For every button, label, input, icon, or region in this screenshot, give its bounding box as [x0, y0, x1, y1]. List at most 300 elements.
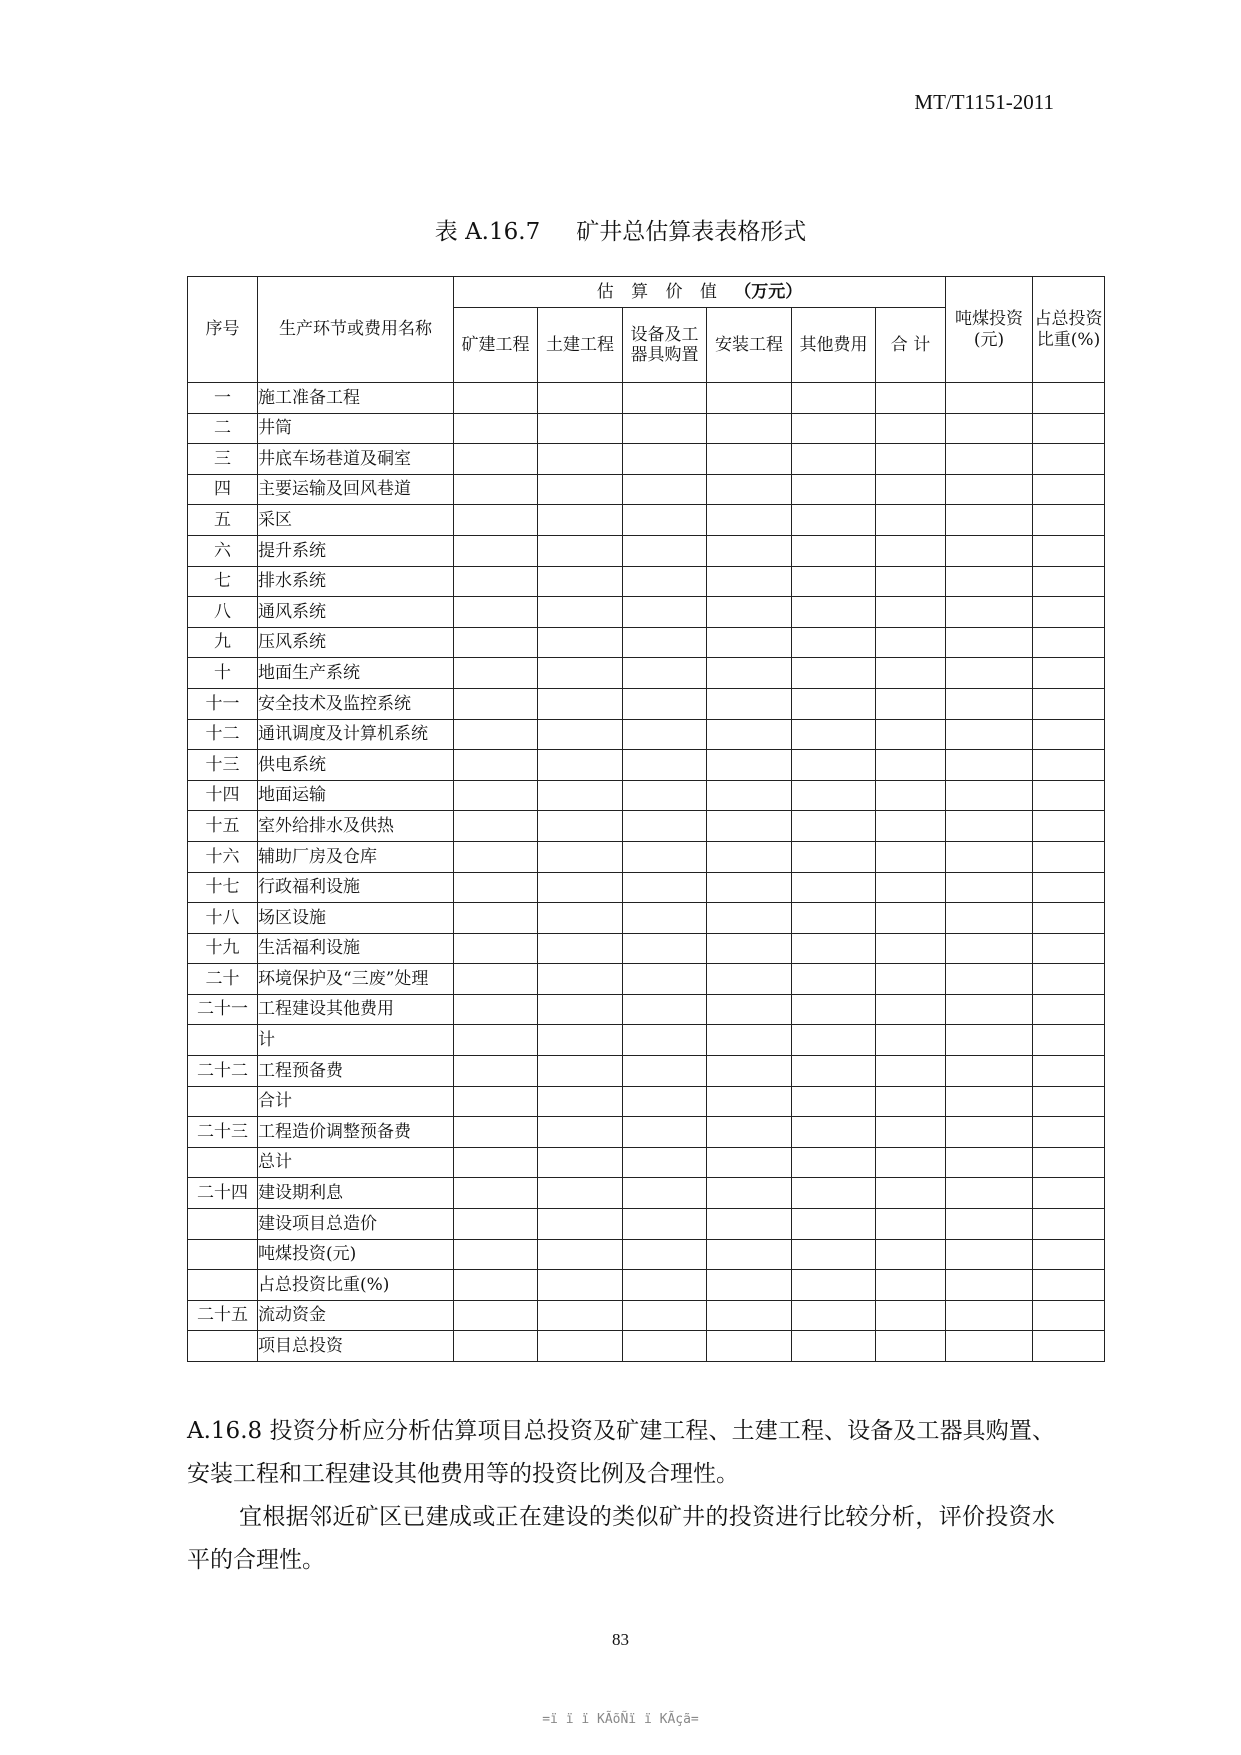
value-cell: [946, 1300, 1033, 1331]
row-seq: 一: [188, 383, 258, 414]
row-seq: [188, 1086, 258, 1117]
col-header-group: [454, 277, 946, 308]
table-row: [188, 383, 1105, 414]
value-cell: [707, 1025, 792, 1056]
table-row: [188, 903, 1105, 934]
value-cell: [707, 1147, 792, 1178]
value-cell: [1033, 1270, 1105, 1301]
value-cell: [876, 1270, 946, 1301]
value-cell: [876, 535, 946, 566]
value-cell: [538, 780, 623, 811]
value-cell: [1033, 1178, 1105, 1209]
row-name: 室外给排水及供热: [258, 811, 454, 842]
value-cell: [454, 1147, 538, 1178]
page-number: 83: [612, 1630, 629, 1649]
table-row: [188, 474, 1105, 505]
value-cell: [792, 1147, 876, 1178]
table-row: [188, 1331, 1105, 1362]
value-cell: [946, 750, 1033, 781]
row-seq: 三: [188, 444, 258, 475]
group-label: 估 算 价 值: [596, 281, 723, 302]
value-cell: [792, 597, 876, 628]
value-cell: [623, 1086, 707, 1117]
row-name: 井筒: [258, 413, 454, 444]
value-cell: [792, 1270, 876, 1301]
value-cell: [946, 1239, 1033, 1270]
value-cell: [1033, 505, 1105, 536]
value-cell: [707, 535, 792, 566]
value-cell: [707, 841, 792, 872]
value-cell: [876, 1025, 946, 1056]
value-cell: [946, 964, 1033, 995]
value-cell: [876, 1056, 946, 1087]
value-cell: [1033, 719, 1105, 750]
row-name: 建设期利息: [258, 1178, 454, 1209]
value-cell: [792, 1239, 876, 1270]
value-cell: [623, 1300, 707, 1331]
value-cell: [792, 903, 876, 934]
value-cell: [538, 719, 623, 750]
value-cell: [454, 1331, 538, 1362]
row-seq: 十八: [188, 903, 258, 934]
value-cell: [454, 841, 538, 872]
table-row: [188, 444, 1105, 475]
table-row: [188, 658, 1105, 689]
table-row: [188, 872, 1105, 903]
value-cell: [538, 1300, 623, 1331]
value-cell: [707, 903, 792, 934]
value-cell: [707, 413, 792, 444]
value-cell: [538, 1331, 623, 1362]
value-cell: [454, 383, 538, 414]
value-cell: [454, 1178, 538, 1209]
value-cell: [454, 1209, 538, 1240]
row-name: 行政福利设施: [258, 872, 454, 903]
value-cell: [792, 627, 876, 658]
value-cell: [1033, 1056, 1105, 1087]
row-name: 工程建设其他费用: [258, 994, 454, 1025]
col-header-total: 合 计: [876, 308, 946, 383]
row-seq: 二十四: [188, 1178, 258, 1209]
value-cell: [623, 627, 707, 658]
row-seq: 十五: [188, 811, 258, 842]
row-name: 通讯调度及计算机系统: [258, 719, 454, 750]
value-cell: [538, 597, 623, 628]
value-cell: [946, 1086, 1033, 1117]
value-cell: [538, 658, 623, 689]
table-row: [188, 780, 1105, 811]
value-cell: [946, 627, 1033, 658]
value-cell: [876, 1117, 946, 1148]
table-row: [188, 1086, 1105, 1117]
row-seq: [188, 1239, 258, 1270]
value-cell: [1033, 627, 1105, 658]
value-cell: [454, 811, 538, 842]
value-cell: [623, 933, 707, 964]
row-name: 合计: [258, 1086, 454, 1117]
row-name: 压风系统: [258, 627, 454, 658]
row-seq: [188, 1331, 258, 1362]
value-cell: [876, 597, 946, 628]
value-cell: [707, 994, 792, 1025]
value-cell: [946, 1270, 1033, 1301]
value-cell: [623, 1331, 707, 1362]
value-cell: [1033, 1209, 1105, 1240]
value-cell: [792, 383, 876, 414]
value-cell: [946, 872, 1033, 903]
value-cell: [538, 444, 623, 475]
value-cell: [538, 1086, 623, 1117]
value-cell: [946, 780, 1033, 811]
value-cell: [454, 1025, 538, 1056]
value-cell: [876, 444, 946, 475]
table-row: [188, 566, 1105, 597]
value-cell: [707, 811, 792, 842]
table-row: [188, 1178, 1105, 1209]
value-cell: [454, 688, 538, 719]
row-name: 流动资金: [258, 1300, 454, 1331]
value-cell: [707, 444, 792, 475]
value-cell: [1033, 1239, 1105, 1270]
value-cell: [946, 658, 1033, 689]
value-cell: [538, 933, 623, 964]
value-cell: [623, 964, 707, 995]
value-cell: [792, 1117, 876, 1148]
table-row: [188, 535, 1105, 566]
value-cell: [623, 1025, 707, 1056]
value-cell: [623, 505, 707, 536]
table-row: [188, 1025, 1105, 1056]
row-name: 吨煤投资(元): [258, 1239, 454, 1270]
value-cell: [1033, 841, 1105, 872]
value-cell: [454, 474, 538, 505]
value-cell: [538, 535, 623, 566]
value-cell: [454, 750, 538, 781]
value-cell: [623, 1117, 707, 1148]
value-cell: [946, 1025, 1033, 1056]
value-cell: [946, 994, 1033, 1025]
value-cell: [792, 841, 876, 872]
value-cell: [876, 780, 946, 811]
value-cell: [876, 841, 946, 872]
row-name: 场区设施: [258, 903, 454, 934]
table-row: [188, 719, 1105, 750]
value-cell: [538, 994, 623, 1025]
value-cell: [1033, 903, 1105, 934]
value-cell: [538, 872, 623, 903]
row-seq: 十九: [188, 933, 258, 964]
row-seq: 十四: [188, 780, 258, 811]
col-header-per-ton: 吨煤投资(元): [946, 277, 1033, 383]
value-cell: [792, 688, 876, 719]
table-row: [188, 964, 1105, 995]
row-name: 地面生产系统: [258, 658, 454, 689]
value-cell: [792, 933, 876, 964]
row-seq: [188, 1270, 258, 1301]
value-cell: [707, 872, 792, 903]
value-cell: [454, 627, 538, 658]
value-cell: [792, 811, 876, 842]
row-name: 井底车场巷道及硐室: [258, 444, 454, 475]
value-cell: [876, 1331, 946, 1362]
value-cell: [946, 1178, 1033, 1209]
col-header-installation: 安装工程: [707, 308, 792, 383]
row-name: 地面运输: [258, 780, 454, 811]
value-cell: [876, 474, 946, 505]
value-cell: [454, 535, 538, 566]
value-cell: [792, 872, 876, 903]
value-cell: [946, 903, 1033, 934]
row-name: 供电系统: [258, 750, 454, 781]
row-seq: [188, 1209, 258, 1240]
value-cell: [454, 903, 538, 934]
value-cell: [876, 1209, 946, 1240]
row-seq: 十: [188, 658, 258, 689]
value-cell: [876, 627, 946, 658]
value-cell: [454, 413, 538, 444]
value-cell: [946, 383, 1033, 414]
table-row: [188, 933, 1105, 964]
value-cell: [623, 903, 707, 934]
value-cell: [623, 1056, 707, 1087]
value-cell: [538, 811, 623, 842]
value-cell: [623, 535, 707, 566]
value-cell: [538, 1025, 623, 1056]
value-cell: [876, 413, 946, 444]
value-cell: [876, 1086, 946, 1117]
row-name: 计: [258, 1025, 454, 1056]
value-cell: [454, 1239, 538, 1270]
group-unit: （万元）: [734, 281, 803, 302]
row-name: 主要运输及回风巷道: [258, 474, 454, 505]
value-cell: [538, 1147, 623, 1178]
table-row: [188, 688, 1105, 719]
value-cell: [707, 719, 792, 750]
value-cell: [876, 1147, 946, 1178]
row-seq: 八: [188, 597, 258, 628]
row-seq: 二: [188, 413, 258, 444]
value-cell: [792, 658, 876, 689]
value-cell: [876, 1239, 946, 1270]
table-row: [188, 413, 1105, 444]
value-cell: [623, 1178, 707, 1209]
value-cell: [538, 413, 623, 444]
value-cell: [454, 1270, 538, 1301]
value-cell: [946, 597, 1033, 628]
table-row: [188, 1239, 1105, 1270]
value-cell: [1033, 566, 1105, 597]
row-seq: 十二: [188, 719, 258, 750]
estimate-table: [187, 276, 1105, 1362]
value-cell: [707, 1178, 792, 1209]
value-cell: [1033, 383, 1105, 414]
value-cell: [454, 1300, 538, 1331]
row-name: 环境保护及“三废”处理: [258, 964, 454, 995]
value-cell: [623, 688, 707, 719]
col-header-name: 生产环节或费用名称: [258, 277, 454, 383]
value-cell: [707, 1300, 792, 1331]
value-cell: [876, 994, 946, 1025]
value-cell: [623, 841, 707, 872]
value-cell: [454, 964, 538, 995]
value-cell: [623, 1239, 707, 1270]
value-cell: [538, 688, 623, 719]
value-cell: [946, 505, 1033, 536]
value-cell: [792, 566, 876, 597]
value-cell: [707, 1086, 792, 1117]
row-seq: 四: [188, 474, 258, 505]
value-cell: [1033, 811, 1105, 842]
row-name: 占总投资比重(%): [258, 1270, 454, 1301]
value-cell: [876, 811, 946, 842]
value-cell: [538, 566, 623, 597]
value-cell: [454, 933, 538, 964]
value-cell: [876, 658, 946, 689]
value-cell: [623, 566, 707, 597]
value-cell: [623, 811, 707, 842]
value-cell: [1033, 1331, 1105, 1362]
value-cell: [538, 1209, 623, 1240]
table-caption: [0, 213, 1241, 246]
value-cell: [623, 750, 707, 781]
value-cell: [946, 535, 1033, 566]
col-header-other-costs: 其他费用: [792, 308, 876, 383]
value-cell: [538, 903, 623, 934]
paragraph-comparison: 宜根据邻近矿区已建成或正在建设的类似矿井的投资进行比较分析，评价投资水平的合理性。: [187, 1504, 1055, 1573]
col-header-seq: 序号: [188, 277, 258, 383]
value-cell: [538, 964, 623, 995]
value-cell: [792, 474, 876, 505]
value-cell: [707, 566, 792, 597]
table-row: [188, 1209, 1105, 1240]
row-seq: 六: [188, 535, 258, 566]
value-cell: [946, 933, 1033, 964]
value-cell: [707, 1331, 792, 1362]
row-seq: 十七: [188, 872, 258, 903]
table-row: [188, 841, 1105, 872]
value-cell: [707, 964, 792, 995]
value-cell: [946, 444, 1033, 475]
value-cell: [623, 444, 707, 475]
row-name: 排水系统: [258, 566, 454, 597]
row-name: 辅助厂房及仓库: [258, 841, 454, 872]
table-row: [188, 627, 1105, 658]
value-cell: [707, 1209, 792, 1240]
table-row: [188, 1300, 1105, 1331]
value-cell: [538, 1270, 623, 1301]
value-cell: [707, 750, 792, 781]
value-cell: [1033, 1147, 1105, 1178]
value-cell: [946, 688, 1033, 719]
value-cell: [792, 780, 876, 811]
caption-title: 矿井总估算表表格形式: [576, 219, 807, 245]
value-cell: [454, 1056, 538, 1087]
value-cell: [1033, 1086, 1105, 1117]
value-cell: [538, 474, 623, 505]
table-row: [188, 1056, 1105, 1087]
value-cell: [623, 994, 707, 1025]
value-cell: [623, 658, 707, 689]
row-seq: 十一: [188, 688, 258, 719]
row-name: 工程预备费: [258, 1056, 454, 1087]
row-name: 总计: [258, 1147, 454, 1178]
value-cell: [792, 1086, 876, 1117]
value-cell: [946, 841, 1033, 872]
value-cell: [792, 535, 876, 566]
footer-watermark: =ï ï ï KÃõÑï ï KÃçã=: [542, 1712, 699, 1727]
value-cell: [707, 688, 792, 719]
value-cell: [792, 1209, 876, 1240]
value-cell: [1033, 994, 1105, 1025]
row-name: 建设项目总造价: [258, 1209, 454, 1240]
value-cell: [876, 903, 946, 934]
value-cell: [876, 383, 946, 414]
value-cell: [454, 994, 538, 1025]
value-cell: [454, 444, 538, 475]
table-row: [188, 1270, 1105, 1301]
value-cell: [946, 1117, 1033, 1148]
value-cell: [707, 474, 792, 505]
row-name: 施工准备工程: [258, 383, 454, 414]
value-cell: [538, 1239, 623, 1270]
value-cell: [946, 1147, 1033, 1178]
value-cell: [623, 1209, 707, 1240]
table-body: [188, 383, 1105, 1362]
row-name: 项目总投资: [258, 1331, 454, 1362]
value-cell: [946, 413, 1033, 444]
value-cell: [707, 1056, 792, 1087]
value-cell: [876, 505, 946, 536]
value-cell: [454, 872, 538, 903]
value-cell: [707, 1270, 792, 1301]
row-name: 采区: [258, 505, 454, 536]
value-cell: [623, 474, 707, 505]
value-cell: [454, 505, 538, 536]
value-cell: [1033, 444, 1105, 475]
row-seq: 九: [188, 627, 258, 658]
value-cell: [707, 505, 792, 536]
value-cell: [1033, 535, 1105, 566]
value-cell: [946, 719, 1033, 750]
value-cell: [623, 413, 707, 444]
value-cell: [1033, 1117, 1105, 1148]
value-cell: [876, 566, 946, 597]
value-cell: [792, 750, 876, 781]
row-name: 提升系统: [258, 535, 454, 566]
value-cell: [538, 1117, 623, 1148]
value-cell: [707, 1239, 792, 1270]
value-cell: [876, 1300, 946, 1331]
row-seq: [188, 1025, 258, 1056]
table-row: [188, 1147, 1105, 1178]
paragraph-a-16-8: A.16.8 投资分析应分析估算项目总投资及矿建工程、土建工程、设备及工器具购置、安装工程和工程建设其他费用等的投资比例及合理性。: [187, 1418, 1055, 1487]
value-cell: [792, 964, 876, 995]
col-header-civil-construction: 土建工程: [538, 308, 623, 383]
value-cell: [876, 872, 946, 903]
value-cell: [1033, 1025, 1105, 1056]
value-cell: [707, 780, 792, 811]
value-cell: [623, 383, 707, 414]
value-cell: [876, 964, 946, 995]
row-seq: [188, 1147, 258, 1178]
value-cell: [792, 1331, 876, 1362]
value-cell: [1033, 1300, 1105, 1331]
row-seq: 二十五: [188, 1300, 258, 1331]
value-cell: [946, 1056, 1033, 1087]
value-cell: [623, 719, 707, 750]
value-cell: [454, 597, 538, 628]
value-cell: [876, 750, 946, 781]
